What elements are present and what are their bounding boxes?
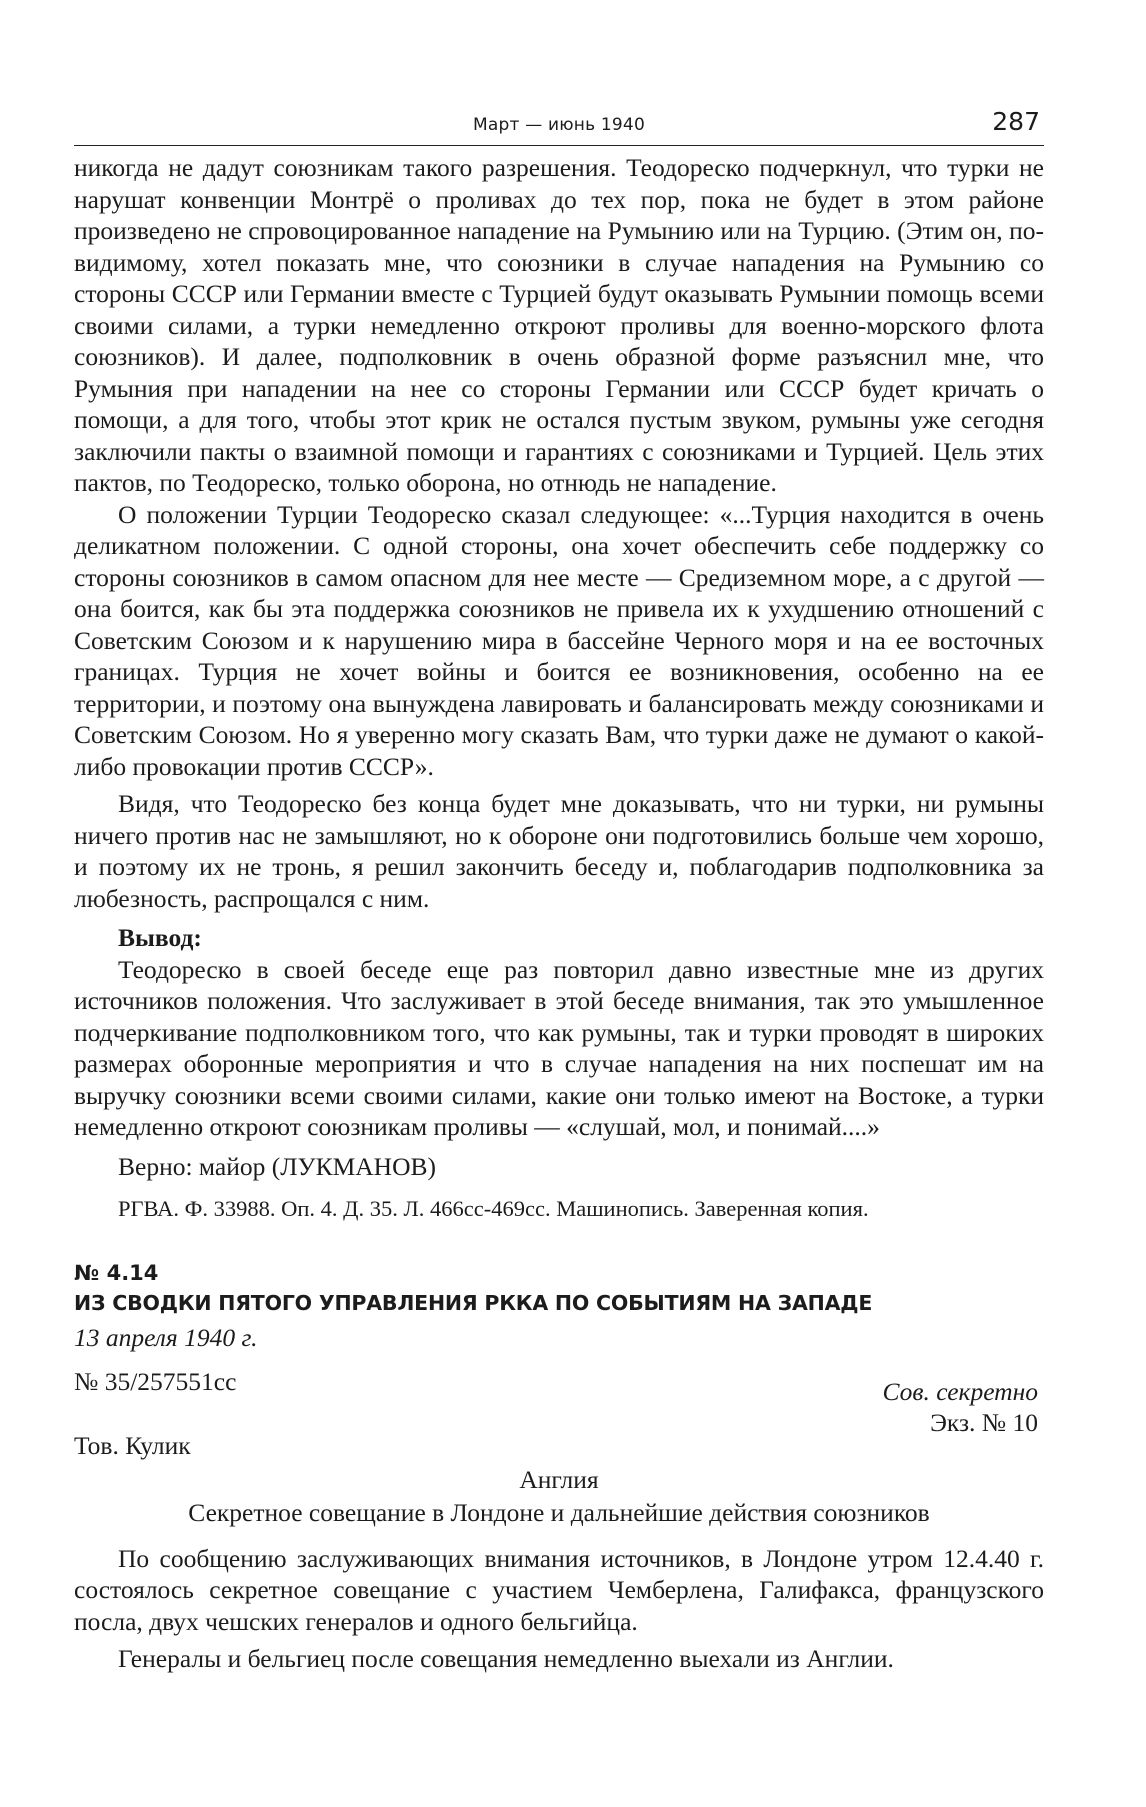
- addressee: Тов. Кулик: [74, 1430, 191, 1460]
- document-title: ИЗ СВОДКИ ПЯТОГО УПРАВЛЕНИЯ РККА ПО СОБЫТИЯМ НА ЗАПАДЕ: [74, 1291, 873, 1315]
- archive-source: РГВА. Ф. 33988. Оп. 4. Д. 35. Л. 466сс-469сс. Машинопись. Заверенная копия.: [118, 1196, 869, 1221]
- classification-mark: Сов. секретно: [882, 1376, 1038, 1406]
- document-page: [74, 105, 1044, 1675]
- report-paragraph: Генералы и бельгиец после совещания немедленно выехали из Англии.: [118, 1644, 894, 1673]
- running-head: Март — июнь 1940: [473, 115, 645, 135]
- classification-block: [882, 1376, 1038, 1439]
- conclusion-heading: Вывод:: [118, 923, 202, 952]
- paragraph-conversation-end: Видя, что Теодореско без конца будет мне доказывать, что ни турки, ни румыны ничего против нас не замышляют, но к обороне они подготовились больше чем хорошо, и поэтому их не тронь, я решил закончить беседу и, поблагодарив подполковника за любезность, распрощался с ним.: [74, 789, 1044, 913]
- report-paragraph: По сообщению заслуживающих внимания источников, в Лондоне утром 12.4.40 г. состоялось секретное совещание с участием Чемберлена, Галифакса, французского посла, двух чешских генералов и одного бельгийца.: [74, 1543, 1044, 1636]
- document-date: 13 апреля 1940 г.: [74, 1323, 258, 1352]
- section-title: Англия: [519, 1464, 599, 1494]
- registration-number: № 35/257551сс: [74, 1366, 237, 1396]
- page-number: 287: [992, 107, 1040, 136]
- paragraph-turkey-position: О положении Турции Теодореско сказал следующее: «...Турция находится в очень деликатном положении. С одной стороны, она хочет обеспечить себе поддержку со стороны союзников в самом опасном для нее месте — Средиземном море, а с другой — она боится, как бы эта поддержка союзников не привела их к ухудшению отношений с Советским Союзом и к нарушению мира в бассейне Черного моря и на ее восточных границах. Турция не хочет войны и боится ее возникновения, особенно на ее территории, и поэтому она вынуждена лавировать и балансировать между союзниками и Советским Союзом. Но я уверенно могу сказать Вам, что турки даже не думают о какой-либо провокации против СССР».: [74, 499, 1044, 781]
- document-number: № 4.14: [74, 1261, 159, 1285]
- paragraph-continuation: никогда не дадут союзникам такого разрешения. Теодореско подчеркнул, что турки не нарушат конвенции Монтрё о проливах до тех пор, пока не будет в этом районе произведено не спровоцированное нападение на Румынию или на Турцию. (Этим он, по-видимому, хотел показать мне, что союзники в случае нападения на Румынию со стороны СССР или Германии вместе с Турцией будут оказывать Румынии помощь всеми своими силами, а турки немедленно откроют проливы для военно-морского флота союзников). И далее, подполковник в очень образной форме разъяснил мне, что Румыния при нападении на нее со стороны Германии или СССР будет кричать о помощи, а для того, чтобы этот крик не остался пустым звуком, румыны уже сегодня заключили пакты о взаимной помощи и гарантиях с союзниками и Турцией. Цель этих пактов, по Теодореско, только оборона, но отнюдь не нападение.: [74, 153, 1044, 497]
- copy-number: Экз. № 10: [930, 1408, 1038, 1437]
- page-header: [74, 105, 1044, 146]
- document-meta: [74, 1366, 1044, 1462]
- body-text: [74, 152, 1044, 1675]
- signature-line: Верно: майор (ЛУКМАНОВ): [118, 1151, 437, 1181]
- section-subtitle: Секретное совещание в Лондоне и дальнейшие действия союзников: [188, 1498, 930, 1527]
- conclusion-text: Теодореско в своей беседе еще раз повторил давно известные мне из других источников положения. Что заслуживает в этой беседе внимания, так это умышленное подчеркивание подполковником того, что как румыны, так и турки проводят в широких размерах оборонные мероприятия и что в случае нападения на них поспешат им на выручку союзники всеми своими силами, какие они только имеют на Востоке, а турки немедленно откроют союзникам проливы — «слушай, мол, и понимай....»: [74, 954, 1044, 1141]
